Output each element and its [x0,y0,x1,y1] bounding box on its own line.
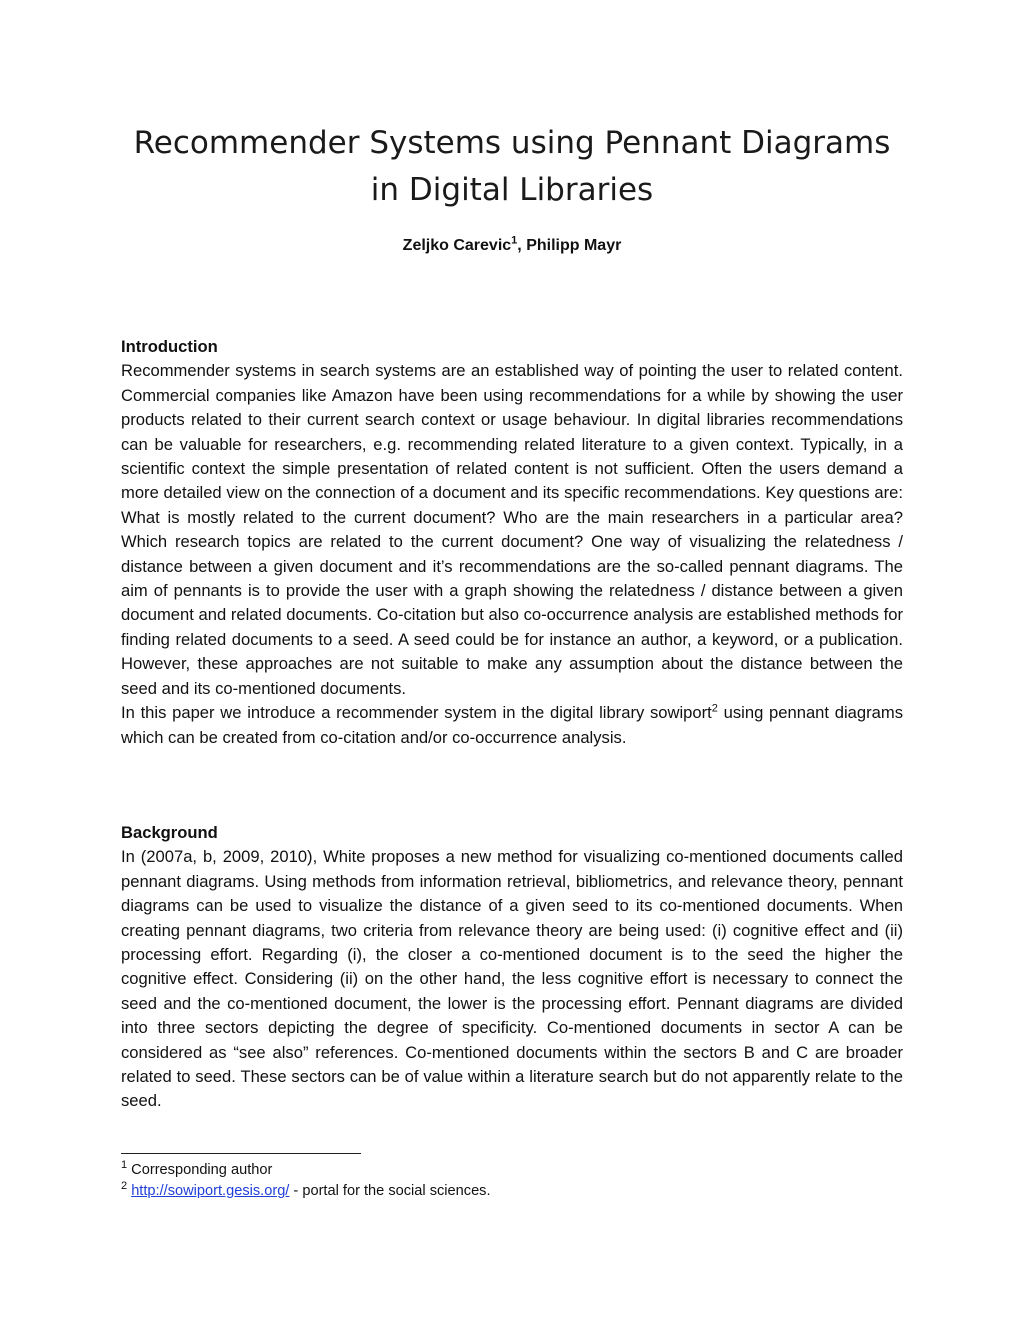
author-rest: , Philipp Mayr [517,237,622,254]
background-paragraph-1: In (2007a, b, 2009, 2010), White proposes a new method for visualizing co-mentioned documents called pennant diagrams. Using methods from information retrieval, bibliometrics, and relevance theory, pennant diagrams can be used to visualize the distance of a given seed to its co-mentioned documents. When creating pennant diagrams, two criteria from relevance theory are being used: (i) cognitive effect and (ii) processing effort. Regarding (i), the closer a co-mentioned document is to the seed the higher the cognitive effect. Considering (ii) on the other hand, the less cognitive effort is necessary to connect the seed and the co-mentioned document, the lower is the processing effort. Pennant diagrams are divided into three sectors depicting the degree of specificity. Co-mentioned documents in sector A can be considered as “see also” references. Co-mentioned documents within the sectors B and C are broader related to seed. These sectors can be of value within a literature search but do not apparently relate to the seed. [121,847,903,1111]
background-heading: Background [121,823,218,842]
paper-title-line-1: Recommender Systems using Pennant Diagrams [133,125,891,161]
introduction-paragraph-1: Recommender systems in search systems are an established way of pointing the user to related content. Commercial companies like Amazon have been using recommendations for a while by showing the user products related to their current search context or usage behaviour. In digital libraries recommendations can be valuable for researchers, e.g. recommending related literature to a given context. Typically, in a scientific context the simple presentation of related content is not sufficient. Often the users demand a more detailed view on the connection of a document and its specific recommendations. Key questions are: What is mostly related to the current document? Who are the main researchers in a particular area? Which research topics are related to the current document? One way of visualizing the relatedness / distance between a given document and it’s recommendations are the so-called pennant diagrams. The aim of pennants is to provide the user with a graph showing the relatedness / distance between a given document and related documents. Co-citation but also co-occurrence analysis are established methods for finding related documents to a seed. A seed could be for instance an author, a keyword, or a publication. However, these approaches are not suitable to make any assumption about the distance between the seed and its co-mentioned documents. [121,361,903,698]
introduction-paragraph-2-text: In this paper we introduce a recommender system in the digital library sowiport [121,703,712,723]
sowiport-link[interactable]: http://sowiport.gesis.org/ [131,1183,290,1199]
footnote-2 [121,1181,903,1202]
footnote-1-mark: 1 [121,1159,128,1172]
footnotes [121,1160,903,1202]
author-first: Zeljko Carevic [402,237,512,254]
author-list [100,234,924,255]
footnote-1-text: Corresponding author [127,1162,273,1178]
footnote-2-text: - portal for the social sciences. [289,1183,491,1199]
background-section [121,821,903,1114]
introduction-paragraph-2-rest: using pennant diagrams which can be created from co-citation and/or co-occurrence analysis. [121,703,903,747]
paper-title-line-2: in Digital Libraries [370,172,654,208]
introduction-section [121,335,903,750]
footnote-1 [121,1160,903,1181]
footnote-2-mark: 2 [121,1180,128,1193]
introduction-paragraph-2 [121,701,903,750]
paper-title [100,120,924,214]
footnote-divider [121,1153,361,1154]
introduction-heading: Introduction [121,337,218,356]
sowiport-footnote-mark: 2 [711,702,718,715]
author-footnote-mark: 1 [511,234,518,247]
